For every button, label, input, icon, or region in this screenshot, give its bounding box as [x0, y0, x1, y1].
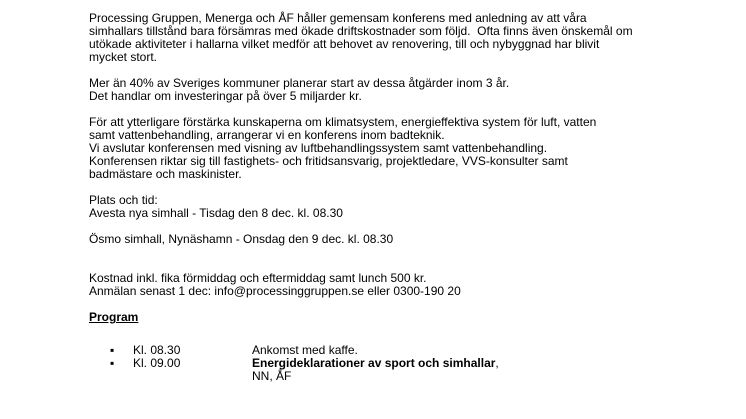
venue-event-avesta: Avesta nya simhall - Tisdag den 8 dec. kl. 08.30: [89, 206, 343, 220]
intro-line: simhallars tillstånd bara försämras med ökade driftskostnader som följd. Ofta finns även önskemål om: [89, 24, 633, 38]
venue-event-osmo: Ösmo simhall, Nynäshamn - Onsdag den 9 dec. kl. 08.30: [89, 232, 394, 246]
program-speaker: NN, ÅF: [252, 369, 292, 383]
purpose-line: badmästare och maskinister.: [89, 167, 242, 181]
stats-line: Mer än 40% av Sveriges kommuner planerar start av dessa åtgärder inom 3 år.: [89, 76, 510, 90]
program-list: [89, 344, 729, 383]
intro-line: utökade aktiviteter i hallarna vilket medför att behovet av renovering, till och nybyggnad har blivit: [89, 37, 600, 51]
document-page: [89, 12, 729, 383]
bullet-icon: ▪: [110, 343, 115, 357]
program-text: Ankomst med kaffe.: [252, 343, 358, 357]
signup-line: Anmälan senast 1 dec: info@processinggruppen.se eller 0300-190 20: [89, 284, 461, 298]
intro-line: mycket stort.: [89, 50, 158, 64]
purpose-line: För att ytterligare förstärka kunskaperna om klimatsystem, energieffektiva system för luft, vatten: [89, 115, 597, 129]
intro-paragraph: [89, 12, 729, 64]
intro-line: Processing Gruppen, Menerga och ÅF håller gemensam konferens med anledning av att våra: [89, 11, 587, 25]
program-time: Kl. 09.00: [133, 356, 181, 370]
stats-line: Det handlar om investeringar på över 5 miljarder kr.: [89, 89, 362, 103]
program-text: ,: [495, 356, 499, 370]
venue-label: Plats och tid:: [89, 193, 158, 207]
venue-section: [89, 194, 729, 246]
program-title: Energideklarationer av sport och simhallar: [252, 356, 496, 370]
bullet-icon: ▪: [110, 356, 115, 370]
cost-line: Kostnad inkl. fika förmiddag och eftermiddag samt lunch 500 kr.: [89, 271, 427, 285]
program-time: Kl. 08.30: [133, 343, 181, 357]
program-heading: Program: [89, 310, 139, 324]
purpose-line: Konferensen riktar sig till fastighets- och fritidsansvarig, projektledare, VVS-konsulter samt: [89, 154, 568, 168]
purpose-line: samt vattenbehandling, arrangerar vi en konferens inom badteknik.: [89, 128, 445, 142]
program-item: [89, 357, 729, 370]
purpose-line: Vi avslutar konferensen med visning av luftbehandlingssystem samt vattenbehandling.: [89, 141, 548, 155]
stats-paragraph: [89, 77, 729, 103]
registration-section: [89, 272, 729, 298]
program-speaker-row: [89, 370, 729, 383]
purpose-paragraph: [89, 116, 729, 181]
